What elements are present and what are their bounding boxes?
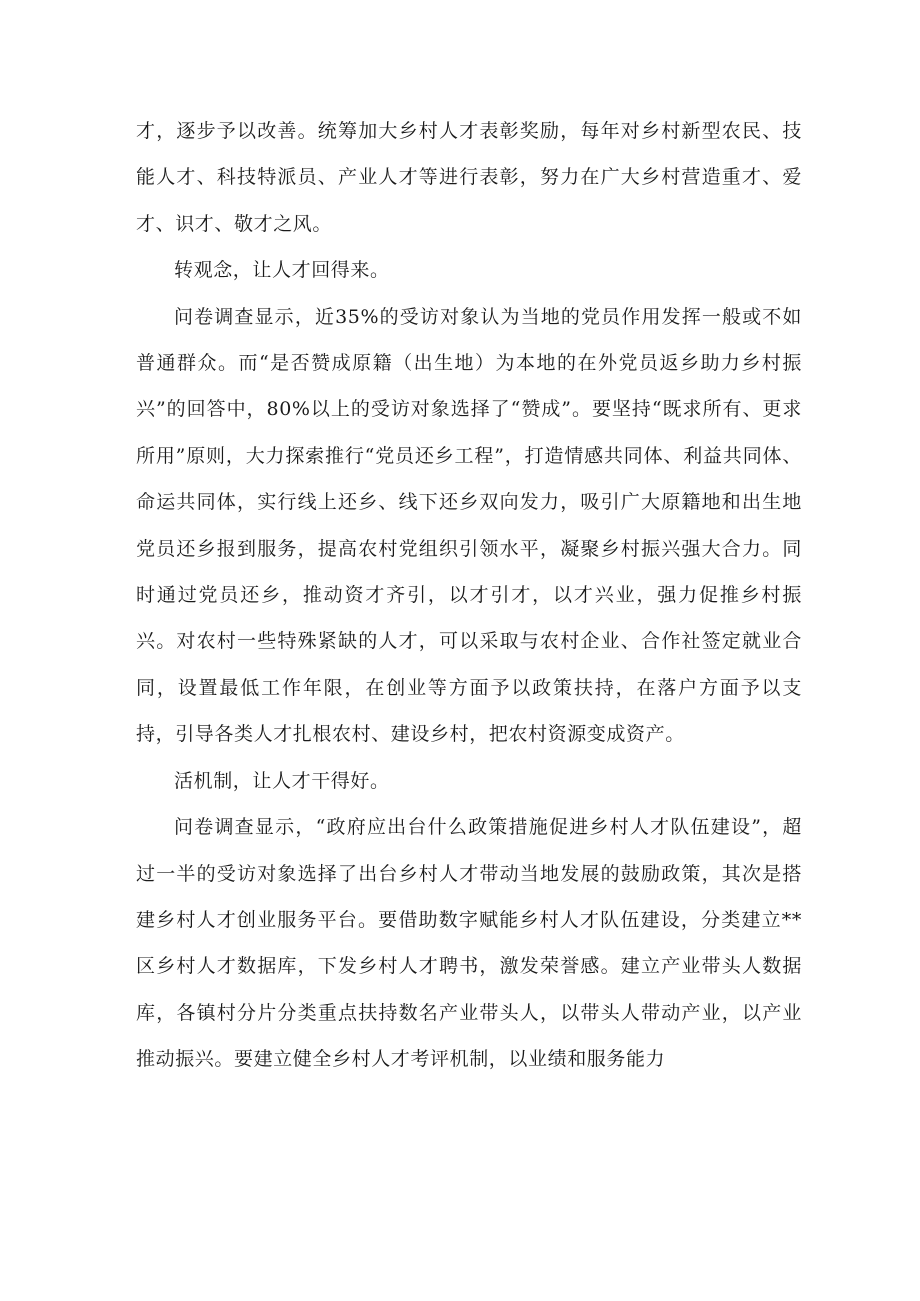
paragraph-policy-measures: 问卷调查显示，“政府应出台什么政策措施促进乡村人才队伍建设”，超过一半的受访对象选择了出台乡村人才带动当地发展的鼓励政策，其次是搭建乡村人才创业服务平台。要借助数字赋能乡村人才队伍建设，分类建立**区乡村人才数据库，下发乡村人才聘书，激发荣誉感。建立产业带头人数据库，各镇村分片分类重点扶持数名产业带头人，以带头人带动产业，以产业推动振兴。要建立健全乡村人才考评机制，以业绩和服务能力 <box>136 816 802 1071</box>
paragraph-talent-commendation: 才，逐步予以改善。统筹加大乡村人才表彰奖励，每年对乡村新型农民、技能人才、科技特派员、产业人才等进行表彰，努力在广大乡村营造重才、爱才、识才、敬才之风。 <box>136 120 802 235</box>
section-heading-flexible-mechanism: 活机制，让人才干得好。 <box>174 769 390 792</box>
paragraph-party-members-return: 问卷调查显示，近35%的受访对象认为当地的党员作用发挥一般或不如普通群众。而“是否赞成原籍（出生地）为本地的在外党员返乡助力乡村振兴”的回答中，80%以上的受访对象选择了“赞成”。要坚持“既求所有、更求所用”原则，大力探索推行“党员还乡工程”，打造情感共同体、利益共同体、命运共同体，实行线上还乡、线下还乡双向发力，吸引广大原籍地和出生地党员还乡报到服务，提高农村党组织引领水平，凝聚乡村振兴强大合力。同时通过党员还乡，推动资才齐引，以才引才，以才兴业，强力促推乡村振兴。对农村一些特殊紧缺的人才，可以采取与农村企业、合作社签定就业合同，设置最低工作年限，在创业等方面予以政策扶持，在落户方面予以支持，引导各类人才扎根农村、建设乡村，把农村资源变成资产。 <box>136 305 802 746</box>
section-heading-change-mindset: 转观念，让人才回得来。 <box>174 259 390 282</box>
document-body <box>136 108 802 1083</box>
